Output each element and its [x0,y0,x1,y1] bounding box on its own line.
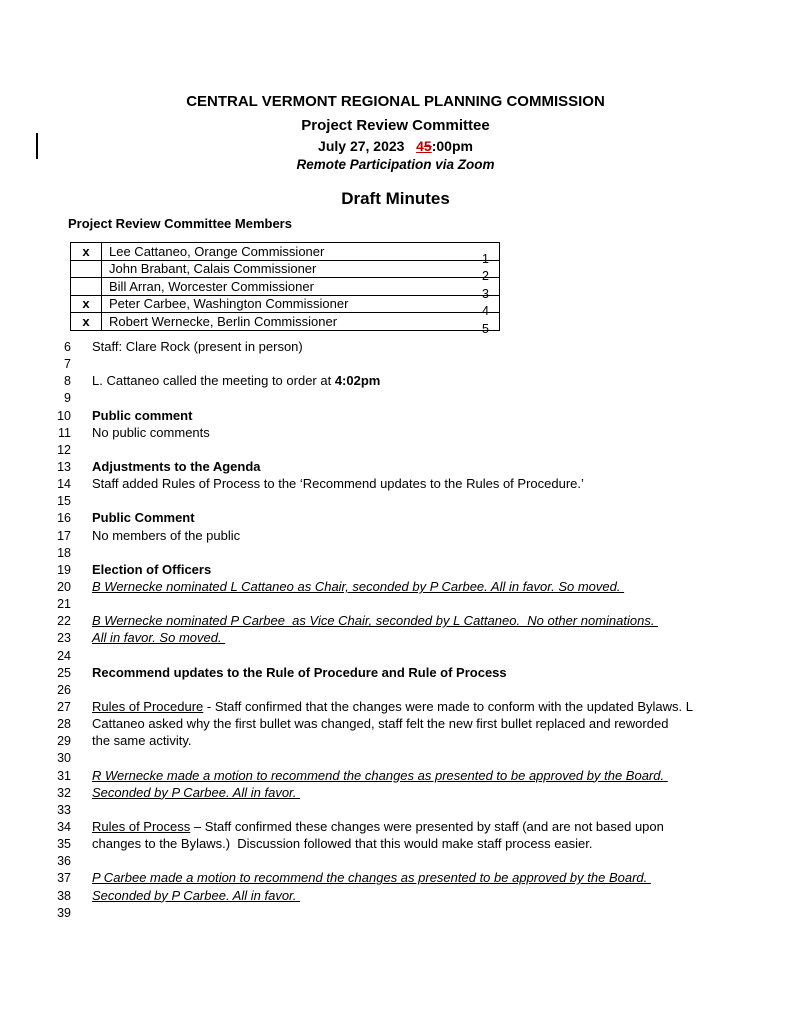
minutes-line [40,475,791,492]
minutes-line [40,664,791,681]
minutes-line [40,749,791,766]
minutes-line [40,527,791,544]
minutes-line [40,904,791,921]
line-number: 8 [64,374,71,389]
line-number: 38 [57,888,71,903]
member-name: Bill Arran, Worcester Commissioner [109,278,314,294]
minutes-line [40,595,791,612]
participation-mode: Remote Participation via Zoom [296,157,495,172]
line-number: 4 [482,304,489,318]
minutes-line [40,544,791,561]
line-number: 32 [57,785,71,800]
line-number: 14 [57,477,71,492]
line-text-run: L. Cattaneo called the meeting to order at [92,373,335,389]
line-number: 5 [482,321,489,336]
presence-cell: x [71,243,102,261]
line-text-run: No members of the public [92,527,241,543]
tracked-delete-time: 5 [423,138,432,154]
minutes-line [40,458,791,475]
line-number: 7 [64,357,71,372]
line-number: 16 [57,511,71,526]
line-text-run: No public comments [92,424,210,440]
minutes-line [40,698,791,715]
line-number: 36 [57,854,71,869]
line-number: 12 [57,442,71,457]
line-number: 9 [64,391,71,406]
minutes-line [40,407,791,424]
line-number: 18 [57,545,71,560]
line-text-run: Public comment [92,407,193,423]
presence-cell: x [71,313,102,331]
line-text-run: Adjustments to the Agenda [92,458,261,474]
line-number: 3 [482,286,489,301]
presence-cell: x [71,295,102,313]
member-name-cell [102,313,500,336]
minutes-line [40,441,791,458]
minutes-line [40,355,791,372]
line-text-run: Recommend updates to the Rule of Procedure and Rule of Process [92,664,507,680]
line-text-run: Seconded by P Carbee. All in favor. [92,887,301,903]
minutes-line [40,732,791,749]
minutes-line [40,869,791,886]
minutes-line [40,767,791,784]
line-text-run: – Staff confirmed these changes were presented by staff (and are not based upon [190,818,664,834]
minutes-line [40,835,791,852]
member-name: Robert Wernecke, Berlin Commissioner [109,313,338,329]
line-text-run: R Wernecke made a motion to recommend the changes as presented to be approved by the Board. [92,767,668,783]
line-number: 19 [57,562,71,577]
minutes-line [40,509,791,526]
line-number: 2 [482,269,489,283]
line-number: 22 [57,614,71,629]
meeting-date: July 27, 2023 [318,138,417,154]
minutes-line [40,424,791,441]
line-text-run: changes to the Bylaws.) Discussion followed that this would make staff process easier. [92,836,593,852]
meeting-datetime [0,138,791,154]
line-number: 20 [57,579,71,594]
minutes-line [40,887,791,904]
line-number: 39 [57,905,71,920]
line-number: 33 [57,802,71,817]
minutes-line [40,801,791,818]
member-name-cell [102,260,500,283]
line-number: 34 [57,819,71,834]
table-row [71,295,500,313]
line-text-run: Public Comment [92,510,195,526]
minutes-line [40,784,791,801]
line-number: 26 [57,682,71,697]
line-text-run: Staff added Rules of Process to the ‘Recommend updates to the Rules of Procedure.’ [92,476,584,492]
minutes-line [40,372,791,389]
line-number: 11 [58,425,71,440]
line-number: 21 [57,597,71,612]
minutes-line [40,852,791,869]
line-number: 25 [57,665,71,680]
minutes-lines [40,338,791,921]
member-name: Peter Carbee, Washington Commissioner [109,296,349,312]
minutes-line [40,647,791,664]
member-name-cell [102,278,500,301]
member-name: Lee Cattaneo, Orange Commissioner [109,243,325,259]
meeting-time-suffix: :00pm [431,138,473,154]
minutes-line [40,389,791,406]
line-text-run: - Staff confirmed that the changes were made to conform with the updated Bylaws. L [203,698,693,714]
line-number: 13 [57,459,71,474]
committee-title: Project Review Committee [301,117,490,134]
members-heading: Project Review Committee Members [68,216,292,231]
line-number: 35 [57,837,71,852]
minutes-line [40,818,791,835]
line-text-run: Rules of Process [92,818,191,834]
line-number: 23 [57,631,71,646]
line-number: 37 [57,871,71,886]
table-row [71,313,500,331]
line-text-run: Election of Officers [92,561,212,577]
member-name: John Brabant, Calais Commissioner [109,261,317,277]
members-table [70,242,500,336]
minutes-line [40,612,791,629]
minutes-line [40,715,791,732]
line-number: 28 [57,717,71,732]
line-text-run: Seconded by P Carbee. All in favor. [92,784,301,800]
table-row [71,278,500,296]
line-text-run: B Wernecke nominated L Cattaneo as Chair, seconded by P Carbee. All in favor. So moved. [92,578,625,594]
document-title: Draft Minutes [341,189,450,208]
members-table-body [71,243,500,336]
minutes-line [40,681,791,698]
line-number: 30 [57,751,71,766]
line-number: 17 [57,528,71,543]
organization-title: CENTRAL VERMONT REGIONAL PLANNING COMMISSION [186,93,605,110]
tracked-insert-time: 4 [416,138,424,154]
minutes-line [40,561,791,578]
line-number: 6 [64,340,71,354]
line-text-run: Cattaneo asked why the first bullet was changed, staff felt the new first bullet replaced and reworded [92,716,669,732]
minutes-line [40,338,791,355]
minutes-line [40,492,791,509]
presence-cell [71,278,102,296]
line-number: 24 [57,648,71,663]
line-text-run: 4:02pm [334,373,381,389]
line-text-run: B Wernecke nominated P Carbee as Vice Chair, seconded by L Cattaneo. No other nominations. [92,613,659,629]
line-number: 29 [57,734,71,749]
line-number: 15 [57,494,71,509]
line-number: 31 [57,768,71,783]
line-text-run: Staff: Clare Rock (present in person) [92,339,303,354]
line-number: 1 [482,251,489,266]
line-text-run: All in favor. So moved. [92,630,226,646]
member-name-cell [102,243,500,266]
minutes-line [40,578,791,595]
line-text-run: Rules of Procedure [92,698,204,714]
line-text-run: the same activity. [92,733,192,749]
member-name-cell [102,295,500,318]
minutes-line [40,629,791,646]
line-number: 10 [57,408,71,423]
table-row [71,243,500,261]
line-text-run: P Carbee made a motion to recommend the changes as presented to be approved by the Board. [92,870,651,886]
table-row [71,260,500,278]
presence-cell [71,260,102,278]
line-number: 27 [57,699,71,714]
